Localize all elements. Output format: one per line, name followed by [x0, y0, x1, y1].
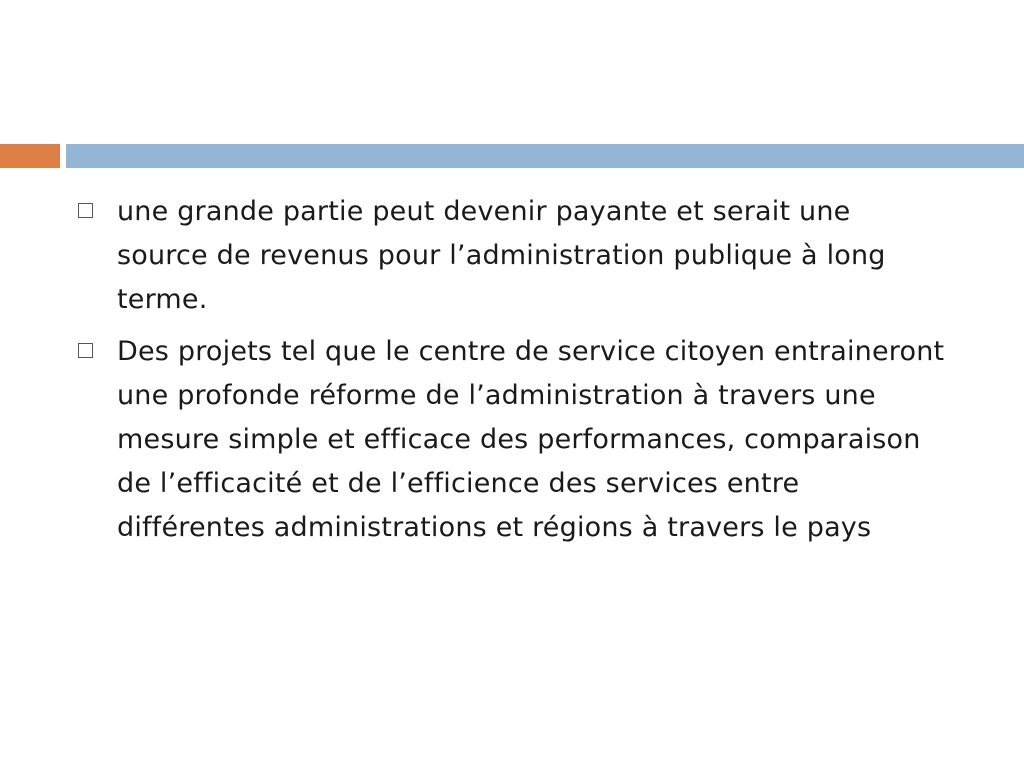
accent-bar [0, 144, 60, 168]
bullet-text: une grande partie peut devenir payante et serait une source de revenus pour l’administration publique à long terme. [117, 196, 886, 315]
slide-content [78, 190, 978, 558]
square-bullet-icon [78, 343, 93, 358]
bullet-item [78, 330, 978, 550]
header-bar [66, 144, 1024, 168]
square-bullet-icon [78, 203, 93, 218]
bullet-text: Des projets tel que le centre de service citoyen entraineront une profonde réforme de l’administration à travers une mesure simple et efficace des performances, comparaison de l’efficacité et de l’efficience des services entre différentes administrations et régions à travers le pays [117, 336, 945, 543]
bullet-item [78, 190, 978, 322]
